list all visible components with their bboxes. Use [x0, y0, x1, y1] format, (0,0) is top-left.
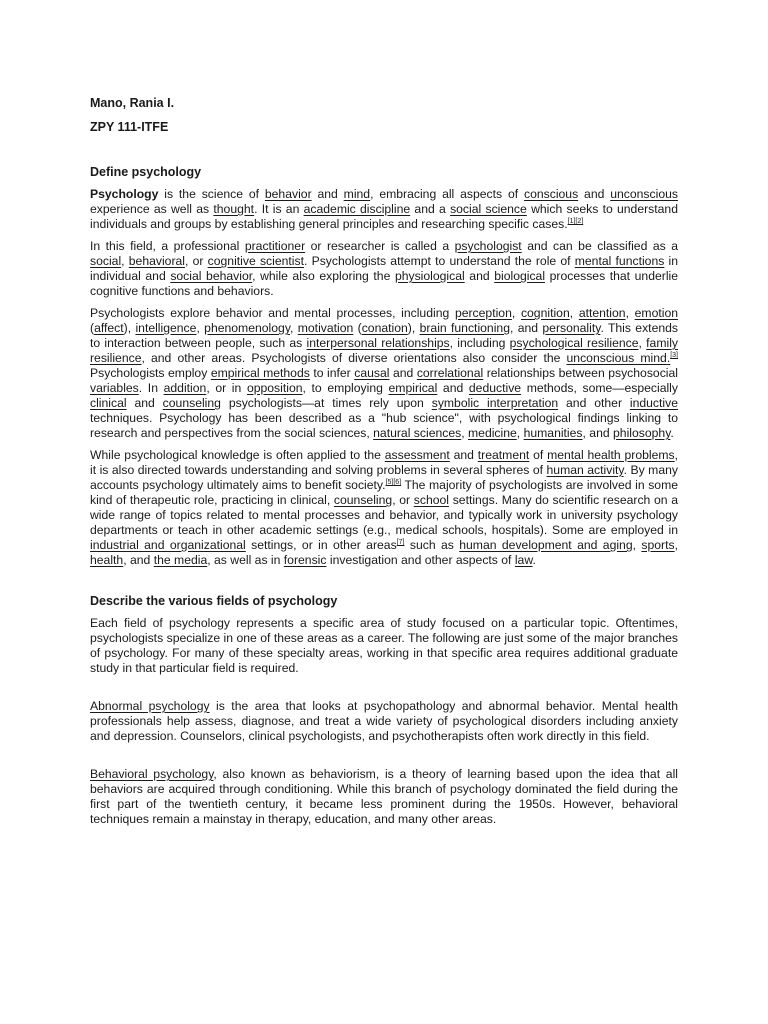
hyperlink[interactable]: inductive — [629, 396, 678, 410]
text-run: , also known as behaviorism, is a theory of learning based upon the idea that all behaviors are acquired through conditioning. While this branch of psychology dominated the field during the first part of the twentieth century, it became less prominent during the 1950s. However, behavioral techniques remain a mainstay in therapy, education, and many other areas. — [90, 767, 678, 826]
hyperlink[interactable]: natural sciences — [373, 426, 462, 440]
hyperlink[interactable]: academic discipline — [303, 202, 411, 216]
text-run: , — [196, 321, 205, 335]
citation-link[interactable]: [5] — [385, 479, 394, 486]
text-run: ), — [407, 321, 420, 335]
hyperlink[interactable]: sports — [641, 538, 675, 552]
hyperlink[interactable]: phenomenology — [204, 321, 291, 335]
text-run: ), — [123, 321, 136, 335]
hyperlink[interactable]: affect — [94, 321, 124, 335]
text-run: is the science of — [158, 187, 265, 201]
hyperlink[interactable]: mental health problems — [547, 448, 675, 462]
hyperlink[interactable]: empirical — [388, 381, 438, 395]
hyperlink[interactable]: family resilience — [90, 336, 678, 365]
hyperlink[interactable]: conscious — [523, 187, 579, 201]
text-run: , it is also directed towards understanding and solving problems in several spheres of — [90, 448, 679, 477]
hyperlink[interactable]: emotion — [634, 306, 679, 320]
hyperlink[interactable]: personality — [542, 321, 601, 335]
hyperlink[interactable]: causal — [354, 366, 390, 380]
paragraph — [90, 239, 678, 299]
hyperlink[interactable]: attention — [578, 306, 626, 320]
citation-link[interactable]: [2] — [575, 218, 584, 225]
text-run: , — [625, 306, 635, 320]
text-run: is the area that looks at psychopathology and abnormal behavior. Mental health professionals help assess, diagnose, and treat a wide variety of psychological disorders including anxiety and depression. Counselors, clinical psychologists, and psychotherapists often work directly in this field. — [90, 699, 678, 743]
hyperlink[interactable]: philosophy — [613, 426, 671, 440]
text-run: , and — [582, 426, 614, 440]
hyperlink[interactable]: biological — [494, 269, 546, 283]
hyperlink[interactable]: conation — [361, 321, 408, 335]
text-run: , or — [392, 493, 414, 507]
paragraph — [90, 616, 678, 676]
hyperlink[interactable]: addition — [163, 381, 207, 395]
text-run: Psychologists explore behavior and mental processes, including — [90, 306, 455, 320]
text-run: and — [578, 187, 611, 201]
text-run: , — [511, 306, 521, 320]
hyperlink[interactable]: psychological resilience — [509, 336, 639, 350]
hyperlink[interactable]: mental functions — [574, 254, 665, 268]
text-run: , — [461, 426, 469, 440]
text-run: experience as well as — [90, 202, 214, 216]
text-run: ( — [353, 321, 362, 335]
paragraph — [90, 767, 678, 827]
text-run: processes that underlie cognitive functions and behaviors. — [90, 269, 679, 298]
hyperlink[interactable]: brain functioning — [419, 321, 510, 335]
hyperlink[interactable]: correlational — [416, 366, 484, 380]
hyperlink[interactable]: psychologist — [454, 239, 522, 253]
hyperlink[interactable]: unconscious mind — [566, 351, 667, 365]
hyperlink[interactable]: cognition — [520, 306, 570, 320]
bold-term: Psychology — [90, 187, 159, 201]
text-run: and can be classified as a — [521, 239, 678, 253]
text-run: psychologists—at times rely upon — [220, 396, 432, 410]
hyperlink[interactable]: health — [90, 553, 124, 567]
hyperlink[interactable]: mind — [343, 187, 371, 201]
hyperlink[interactable]: behavioral — [128, 254, 186, 268]
hyperlink[interactable]: . — [666, 351, 671, 365]
citation-link[interactable]: [3] — [670, 352, 678, 359]
hyperlink[interactable]: Abnormal psychology — [90, 699, 210, 713]
citation-link[interactable]: [1] — [567, 218, 576, 225]
text-run: , and — [123, 553, 154, 567]
section-heading-define: Define psychology — [90, 165, 202, 179]
citation-link[interactable]: [7] — [396, 539, 405, 546]
paragraph — [90, 306, 678, 441]
hyperlink[interactable]: counseling — [333, 493, 393, 507]
text-run: , embracing all aspects of — [370, 187, 524, 201]
text-run: and a — [410, 202, 451, 216]
text-run: , — [290, 321, 298, 335]
hyperlink[interactable]: practitioner — [244, 239, 306, 253]
text-run: and — [389, 366, 417, 380]
hyperlink[interactable]: forensic — [283, 553, 327, 567]
text-run: and other — [558, 396, 630, 410]
text-run: , or in — [206, 381, 247, 395]
hyperlink[interactable]: Behavioral psychology — [90, 767, 214, 781]
text-run: . In — [138, 381, 164, 395]
text-run: and — [449, 448, 478, 462]
hyperlink[interactable]: treatment — [477, 448, 530, 462]
hyperlink[interactable]: opposition — [246, 381, 303, 395]
text-run: . — [532, 553, 536, 567]
text-run: In this field, a professional — [90, 239, 245, 253]
text-run: , or — [185, 254, 208, 268]
text-run: which seeks to understand individuals and groups by establishing general principles and researching specific cases. — [90, 202, 678, 231]
hyperlink[interactable]: counseling — [162, 396, 221, 410]
text-run: and — [311, 187, 344, 201]
text-run: to infer — [309, 366, 355, 380]
text-run: . By many accounts psychology ultimately aims to benefit society. — [90, 463, 678, 492]
text-run: , — [516, 426, 524, 440]
hyperlink[interactable]: school — [413, 493, 450, 507]
text-run: ( — [90, 321, 95, 335]
hyperlink[interactable]: the media — [153, 553, 208, 567]
text-run: and — [464, 269, 495, 283]
hyperlink[interactable]: unconscious — [610, 187, 678, 201]
text-run: of — [529, 448, 548, 462]
text-run: in individual and — [90, 254, 679, 283]
text-run: , — [121, 254, 129, 268]
hyperlink[interactable]: clinical — [90, 396, 127, 410]
text-run: , including — [449, 336, 510, 350]
text-run: , while also exploring the — [252, 269, 395, 283]
hyperlink[interactable]: humanities — [523, 426, 583, 440]
text-run: techniques. Psychology has been described as a "hub science", with psychological findings linking to research and perspectives from the social sciences, — [90, 411, 678, 440]
paragraph — [90, 448, 678, 568]
author-name: Mano, Rania I. — [90, 96, 175, 110]
text-run: , — [638, 336, 647, 350]
text-run: , — [674, 538, 678, 552]
hyperlink[interactable]: cognitive scientist — [207, 254, 304, 268]
hyperlink[interactable]: intelligence — [135, 321, 197, 335]
hyperlink[interactable]: perception — [454, 306, 512, 320]
hyperlink[interactable]: human development and aging — [459, 538, 633, 552]
paragraph — [90, 699, 678, 744]
hyperlink[interactable]: empirical methods — [210, 366, 310, 380]
course-code: ZPY 111-ITFE — [90, 120, 169, 134]
paragraph — [90, 187, 678, 232]
text-run: . This extends to interaction between people, such as — [90, 321, 678, 350]
text-run: settings. Many do scientific research on a wide range of topics related to mental processes and behavior, and typically work in university psychology departments or teach in other academic settings (e.g., medical schools, hospitals). Some are employed in — [90, 493, 679, 537]
hyperlink[interactable]: motivation — [297, 321, 354, 335]
text-run: or researcher is called a — [305, 239, 455, 253]
text-run: Psychologists employ — [90, 366, 211, 380]
hyperlink[interactable]: symbolic interpretation — [431, 396, 559, 410]
hyperlink[interactable]: behavior — [264, 187, 312, 201]
text-run: relationships between psychosocial — [483, 366, 678, 380]
section-heading-fields: Describe the various fields of psychology — [90, 594, 338, 608]
hyperlink[interactable]: deductive — [468, 381, 522, 395]
hyperlink[interactable]: thought — [213, 202, 255, 216]
text-run: While psychological knowledge is often applied to the — [90, 448, 385, 462]
text-run: , — [632, 538, 642, 552]
hyperlink[interactable]: social — [90, 254, 122, 268]
hyperlink[interactable]: social science — [450, 202, 527, 216]
hyperlink[interactable]: interpersonal relationships — [306, 336, 450, 350]
text-run: , to employing — [302, 381, 389, 395]
text-run: investigation and other aspects of — [326, 553, 515, 567]
text-run: methods, some—especially — [521, 381, 678, 395]
hyperlink[interactable]: industrial and organizational — [90, 538, 246, 552]
text-run: and — [126, 396, 163, 410]
text-run: settings, or in other areas — [245, 538, 397, 552]
hyperlink[interactable]: human activity — [546, 463, 624, 477]
hyperlink[interactable]: social behavior — [170, 269, 253, 283]
text-run: such as — [404, 538, 460, 552]
text-run: and — [437, 381, 469, 395]
text-run: Each field of psychology represents a specific area of study focused on a particular topic. Oftentimes, psychologists specialize in one of these areas as a career. The following are just some of the major branches of psychology. For many of these specialty areas, working in that specific area requires additional graduate study in that particular field is required. — [90, 616, 678, 675]
hyperlink[interactable]: variables — [90, 381, 139, 395]
hyperlink[interactable]: law — [514, 553, 533, 567]
text-run: . Psychologists attempt to understand the role of — [304, 254, 575, 268]
text-run: , and — [509, 321, 543, 335]
text-run: The majority of psychologists are involved in some kind of therapeutic role, practicing in clinical, — [90, 478, 678, 507]
hyperlink[interactable]: assessment — [384, 448, 450, 462]
text-run: , — [569, 306, 579, 320]
hyperlink[interactable]: physiological — [394, 269, 465, 283]
text-run: . — [670, 426, 674, 440]
text-run: . It is an — [254, 202, 304, 216]
citation-link[interactable]: [6] — [393, 479, 402, 486]
text-run: , as well as in — [207, 553, 284, 567]
hyperlink[interactable]: medicine — [468, 426, 517, 440]
text-run: , and other areas. Psychologists of diverse orientations also consider the — [141, 351, 567, 365]
